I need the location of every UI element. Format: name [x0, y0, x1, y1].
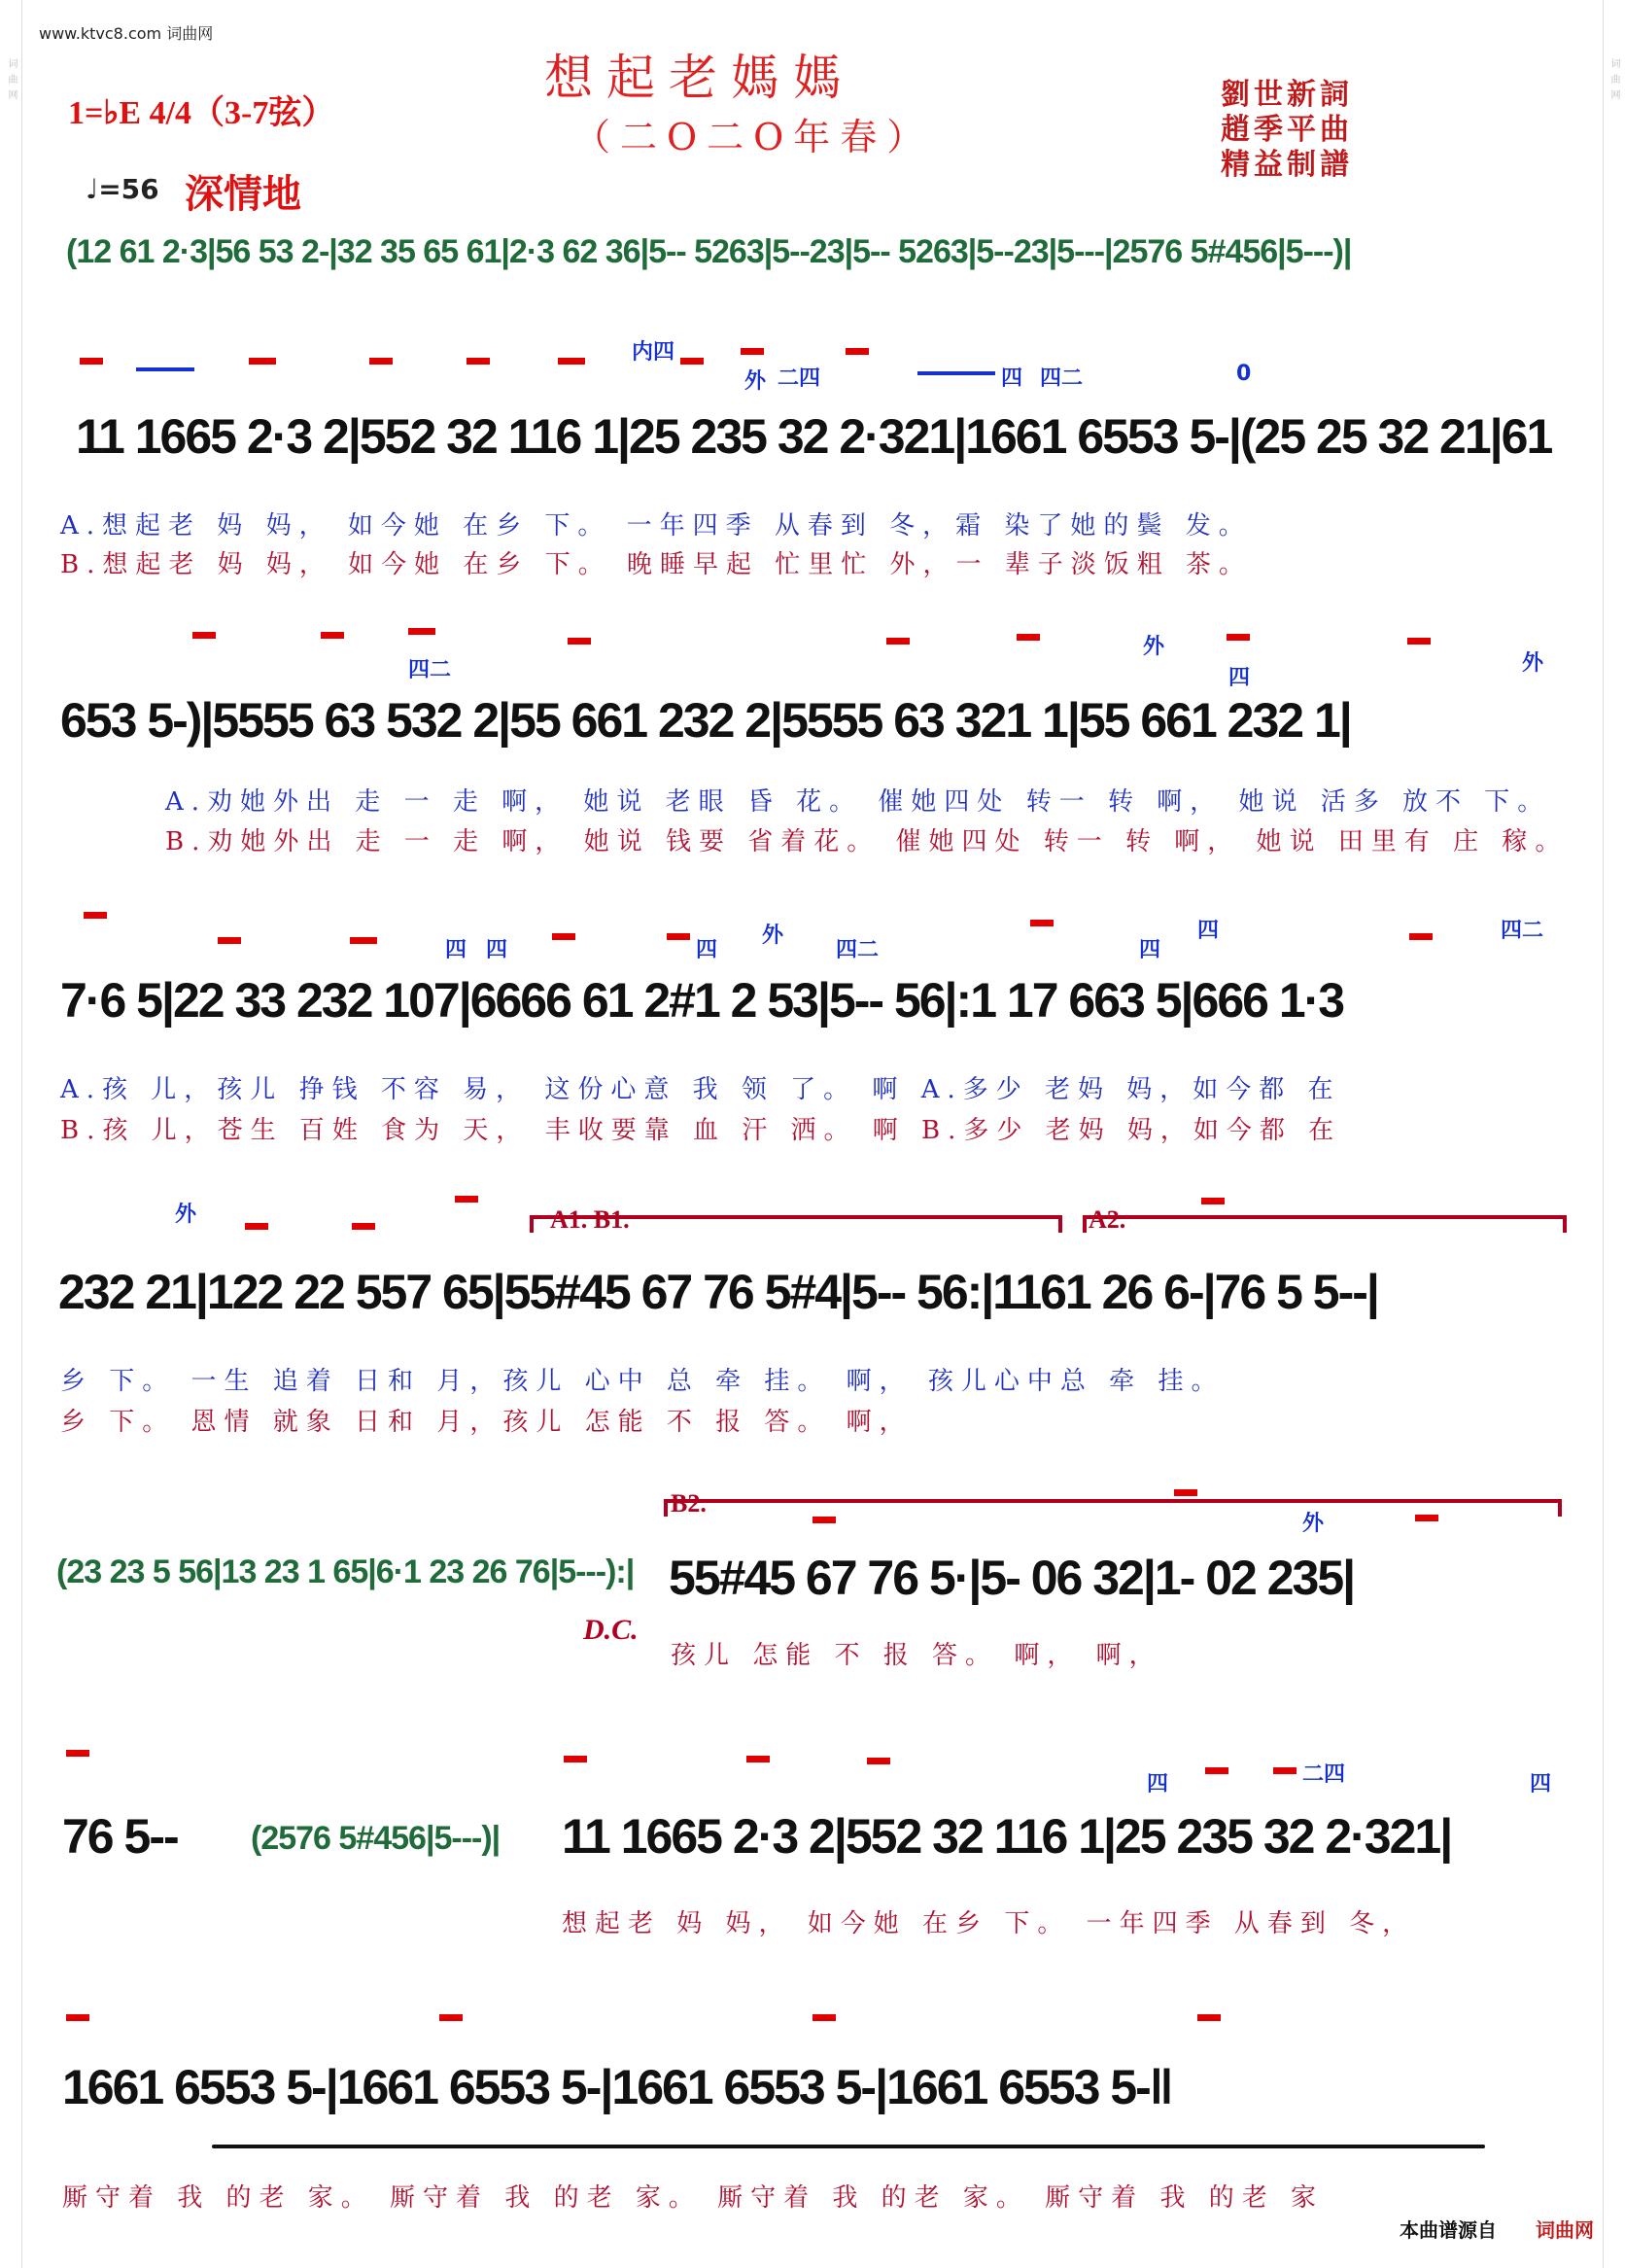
position-mark: 内四 [632, 340, 675, 365]
right-margin-strip [1603, 0, 1625, 2268]
position-mark: 四 [486, 938, 508, 962]
position-mark: 外 [1522, 651, 1544, 676]
position-mark: 二四 [1302, 1762, 1346, 1787]
fingering-bar [369, 358, 393, 365]
fingering-bar [552, 933, 575, 940]
interlude-line: (2576 5#456|5---)| [251, 1820, 501, 1857]
position-mark: 四 [1147, 1772, 1169, 1797]
fingering-bar [1409, 933, 1433, 940]
position-mark: 外 [1143, 635, 1165, 659]
right-watermark: 词曲网 [1608, 58, 1619, 105]
position-mark: 四 [1001, 366, 1023, 391]
lyric-line: 孩儿 怎能 不 报 答。 啊， 啊， [671, 1641, 1162, 1670]
composer-credit: 趙季平曲 [1221, 113, 1353, 147]
fingering-bar [568, 638, 591, 645]
fingering-bar [1201, 1198, 1225, 1204]
fingering-bar [350, 937, 377, 944]
position-mark: 四 [445, 938, 467, 962]
left-watermark: 词曲网 [6, 58, 17, 105]
song-subtitle: （二O二O年春） [573, 116, 934, 158]
fingering-bar [1273, 1767, 1297, 1774]
fingering-bar [245, 1223, 268, 1230]
footer-site[interactable]: 词曲网 [1536, 2218, 1594, 2242]
left-margin-strip [0, 0, 22, 2268]
lyric-verse-b: B.想起老 妈 妈， 如今她 在乡 下。 晚睡早起 忙里忙 外，一 辈子淡饭粗 茶。 [60, 550, 1253, 579]
fingering-bar [352, 1223, 375, 1230]
key-signature: 1=♭E 4/4（3-7弦） [68, 95, 335, 131]
notation-line: 1661 6553 5-|1661 6553 5-|1661 6553 5-|1661 6553 5-‖ [62, 2060, 1172, 2114]
position-mark: 二四 [778, 366, 821, 391]
lyric-verse-b: B.劝她外出 走 一 走 啊， 她说 钱要 省着花。 催她四处 转一 转 啊， 她说 田里有 庄 稼。 [165, 827, 1569, 856]
fingering-bar [564, 1756, 587, 1762]
fingering-bar [408, 628, 435, 635]
position-mark: 四二 [408, 658, 452, 682]
dc-marking: D.C. [583, 1614, 639, 1646]
fingering-bar [812, 1517, 836, 1523]
expression-marking: 深情地 [185, 172, 301, 217]
fingering-bar [867, 1758, 890, 1764]
song-title: 想起老媽媽 [544, 50, 855, 106]
intro-line: (12 61 2·3|56 53 2-|32 35 65 61|2·3 62 36|5-- 5263|5--23|5-- 5263|5--23|5---|2576 5#456|5---)| [66, 233, 1352, 270]
position-mark: 四 [1228, 666, 1251, 690]
tempo-marking: ♩=56 [86, 173, 159, 205]
position-mark: 外 [175, 1203, 197, 1227]
lyric-verse-b: 乡 下。 恩情 就象 日和 月，孩儿 怎能 不 报 答。 啊， [60, 1408, 913, 1437]
fingering-bar [1227, 634, 1250, 641]
fingering-bar [558, 358, 585, 365]
fingering-bar [218, 937, 241, 944]
lyric-verse-a: A.劝她外出 走 一 走 啊， 她说 老眼 昏 花。 催她四处 转一 转 啊， 她说 活多 放不 下。 [165, 787, 1551, 817]
position-mark: 四 [1530, 1772, 1552, 1797]
lyric-verse-a: A.想起老 妈 妈， 如今她 在乡 下。 一年四季 从春到 冬，霜 染了她的鬓 发。 [60, 511, 1252, 541]
lyricist-credit: 劉世新詞 [1221, 78, 1353, 112]
notation-line: 55#45 67 76 5·|5- 06 32|1- 02 235| [669, 1551, 1355, 1605]
position-mark: 四 [1197, 919, 1220, 943]
fingering-bar [1415, 1515, 1438, 1521]
fingering-bar [741, 348, 764, 355]
fingering-bar [1174, 1489, 1197, 1496]
lyric-verse-b: B.孩 儿，苍生 百姓 食为 天， 丰收要靠 血 汗 洒。 啊 B.多少 老妈 妈，如今都 在 [60, 1116, 1342, 1145]
fingering-bar [321, 632, 344, 639]
fingering-bar [1017, 634, 1040, 641]
position-mark: 四二 [1040, 366, 1084, 391]
phrase-line [212, 2145, 1485, 2148]
position-mark: 外 [762, 924, 784, 948]
volta-label-1: A1. B1. [550, 1205, 630, 1234]
fingering-bar [192, 632, 216, 639]
fingering-bar [80, 358, 103, 365]
volta-label-3: B2. [671, 1489, 707, 1518]
fingering-bar [1407, 638, 1431, 645]
fingering-bar [846, 348, 869, 355]
fingering-bar [84, 912, 107, 919]
string-bar [136, 367, 194, 371]
fingering-bar [812, 2014, 836, 2021]
position-mark: 四二 [1501, 919, 1544, 943]
fingering-bar [1030, 920, 1054, 926]
arranger-credit: 精益制譜 [1221, 148, 1353, 182]
fingering-bar [439, 2014, 463, 2021]
position-mark: 四二 [836, 938, 880, 962]
lyric-line: 厮守着 我 的老 家。 厮守着 我 的老 家。 厮守着 我 的老 家。 厮守着 我 的老 家 [62, 2183, 1324, 2213]
fingering-bar [249, 358, 276, 365]
footer-source: 本曲谱源自 [1400, 2218, 1497, 2242]
volta-bracket-2 [1083, 1215, 1567, 1233]
fingering-bar [1197, 2014, 1221, 2021]
position-mark: 0 [1236, 362, 1252, 386]
fingering-bar [886, 638, 910, 645]
fingering-bar [746, 1756, 770, 1762]
volta-label-2: A2. [1089, 1205, 1126, 1234]
string-bar [917, 371, 995, 375]
position-mark: 外 [1302, 1512, 1325, 1536]
notation-line: 232 21|122 22 557 65|55#45 67 76 5#4|5-- 56:|1161 26 6-|76 5 5--| [58, 1265, 1378, 1319]
notation-left: 76 5-- [62, 1809, 178, 1864]
position-mark: 四 [696, 938, 718, 962]
notation-line: 11 1665 2·3 2|552 32 116 1|25 235 32 2·321| [562, 1809, 1452, 1864]
fingering-bar [1205, 1767, 1228, 1774]
notation-line: 653 5-)|5555 63 532 2|55 661 232 2|5555 63 321 1|55 661 232 1| [60, 693, 1351, 748]
notation-line: 7·6 5|22 33 232 107|6666 61 2#1 2 53|5-- 56|:1 17 663 5|666 1·3 [60, 973, 1344, 1028]
fingering-bar [680, 358, 704, 365]
interlude-line: (23 23 5 56|13 23 1 65|6·1 23 26 76|5---):| [56, 1553, 635, 1590]
lyric-line: 想起老 妈 妈， 如今她 在乡 下。 一年四季 从春到 冬， [562, 1909, 1416, 1938]
position-mark: 外 [744, 369, 767, 394]
lyric-verse-a: A.孩 儿，孩儿 挣钱 不容 易， 这份心意 我 领 了。 啊 A.多少 老妈 妈，如今都 在 [60, 1075, 1341, 1104]
fingering-bar [66, 1750, 89, 1757]
fingering-bar [455, 1196, 478, 1203]
fingering-bar [667, 933, 690, 940]
lyric-verse-a: 乡 下。 一生 追着 日和 月，孩儿 心中 总 牵 挂。 啊， 孩儿心中总 牵 挂。 [60, 1367, 1225, 1396]
position-mark: 四 [1139, 938, 1161, 962]
site-label[interactable]: www.ktvc8.com 词曲网 [39, 24, 214, 43]
fingering-bar [467, 358, 490, 365]
notation-line: 11 1665 2·3 2|552 32 116 1|25 235 32 2·321|1661 6553 5-|(25 25 32 21|61 [76, 409, 1552, 464]
fingering-bar [66, 2014, 89, 2021]
